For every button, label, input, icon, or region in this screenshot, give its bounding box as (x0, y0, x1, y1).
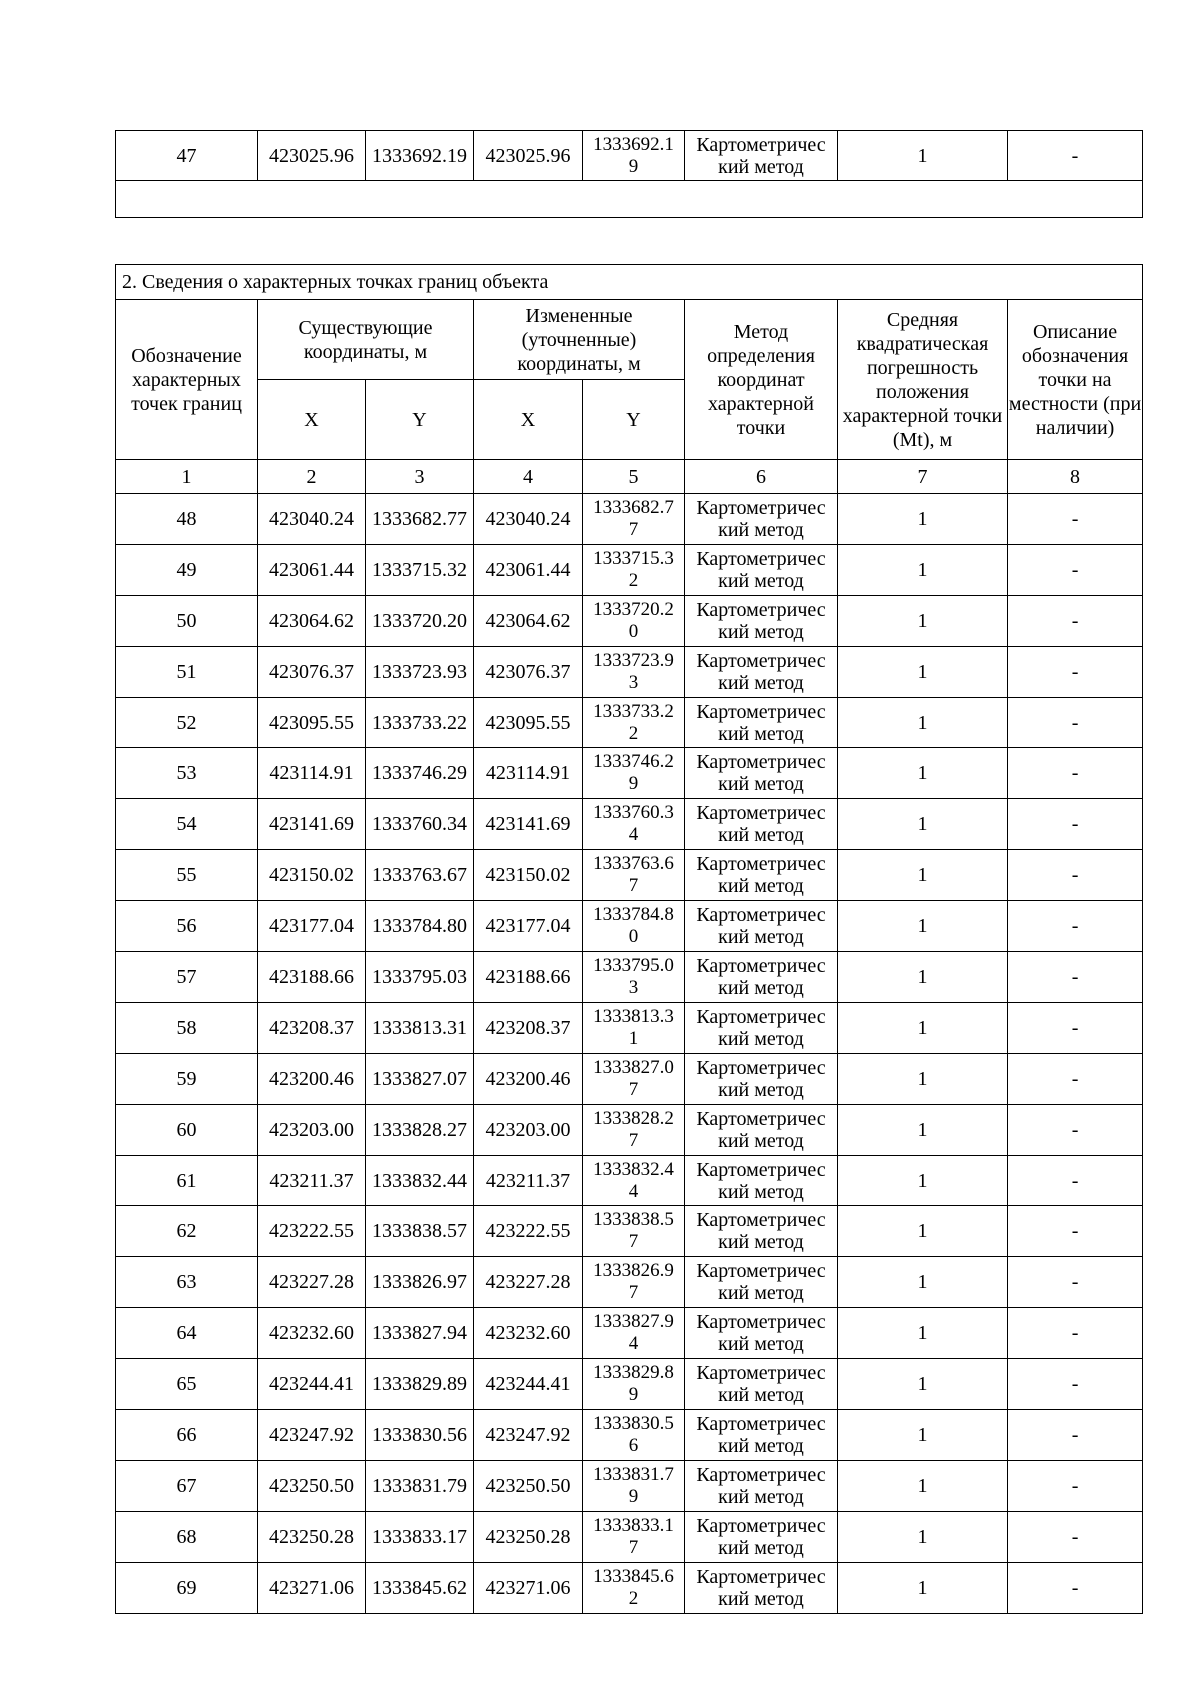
changed-x: 423244.41 (474, 1359, 583, 1410)
changed-y: 1333826.9 7 (583, 1257, 685, 1308)
table-row (116, 1002, 1143, 1053)
error-mt: 1 (838, 1104, 1008, 1155)
description: - (1008, 1359, 1143, 1410)
existing-y: 1333832.44 (366, 1155, 474, 1206)
point-number: 62 (116, 1206, 258, 1257)
table-row (116, 1562, 1143, 1613)
header-changed-y: Y (583, 380, 685, 460)
table-row (116, 131, 1143, 181)
method: Картометричес кий метод (685, 1257, 838, 1308)
method: Картометричес кий метод (685, 1359, 838, 1410)
point-number: 63 (116, 1257, 258, 1308)
description: - (1008, 1410, 1143, 1461)
error-mt: 1 (838, 1359, 1008, 1410)
existing-y: 1333746.29 (366, 748, 474, 799)
changed-y: 1333715.3 2 (583, 544, 685, 595)
changed-x: 423211.37 (474, 1155, 583, 1206)
column-number: 5 (583, 460, 685, 494)
existing-x: 423095.55 (258, 697, 366, 748)
existing-x: 423141.69 (258, 799, 366, 850)
error-mt: 1 (838, 748, 1008, 799)
method: Картометричес кий метод (685, 494, 838, 545)
point-number: 68 (116, 1511, 258, 1562)
changed-y: 1333832.4 4 (583, 1155, 685, 1206)
existing-x: 423040.24 (258, 494, 366, 545)
error-mt: 1 (838, 646, 1008, 697)
table-row (116, 1511, 1143, 1562)
method: Картометричес кий метод (685, 1002, 838, 1053)
table-row (116, 697, 1143, 748)
description: - (1008, 850, 1143, 901)
point-number: 57 (116, 952, 258, 1003)
existing-y: 1333831.79 (366, 1460, 474, 1511)
error-mt: 1 (838, 1053, 1008, 1104)
changed-x: 423064.62 (474, 595, 583, 646)
error-mt: 1 (838, 697, 1008, 748)
table-row (116, 494, 1143, 545)
existing-x: 423250.50 (258, 1460, 366, 1511)
method: Картометричес кий метод (685, 1155, 838, 1206)
table-row (116, 748, 1143, 799)
column-number: 3 (366, 460, 474, 494)
table-row (116, 1359, 1143, 1410)
continued-points-table (115, 130, 1143, 218)
point-number: 65 (116, 1359, 258, 1410)
description: - (1008, 1104, 1143, 1155)
changed-x: 423232.60 (474, 1308, 583, 1359)
table-row (116, 1206, 1143, 1257)
changed-y: 1333723.9 3 (583, 646, 685, 697)
error-mt: 1 (838, 1460, 1008, 1511)
existing-x: 423203.00 (258, 1104, 366, 1155)
point-number: 47 (116, 131, 258, 181)
table-row (116, 1460, 1143, 1511)
method: Картометричес кий метод (685, 952, 838, 1003)
error-mt: 1 (838, 1308, 1008, 1359)
section-title: 2. Сведения о характерных точках границ объекта (116, 265, 1143, 300)
error-mt: 1 (838, 901, 1008, 952)
table-row (116, 1104, 1143, 1155)
changed-y: 1333720.2 0 (583, 595, 685, 646)
existing-y: 1333763.67 (366, 850, 474, 901)
empty-row (116, 181, 1143, 218)
description: - (1008, 131, 1143, 181)
table-row (116, 646, 1143, 697)
existing-x: 423200.46 (258, 1053, 366, 1104)
existing-y: 1333833.17 (366, 1511, 474, 1562)
method: Картометричес кий метод (685, 850, 838, 901)
changed-y: 1333845.6 2 (583, 1562, 685, 1613)
header-error: Средняя квадратическая погрешность положения характерной точки (Mt), м (838, 300, 1008, 460)
header-method: Метод определения координат характерной точки (685, 300, 838, 460)
existing-x: 423061.44 (258, 544, 366, 595)
boundary-points-table (115, 264, 1143, 1614)
error-mt: 1 (838, 1511, 1008, 1562)
point-number: 48 (116, 494, 258, 545)
description: - (1008, 1308, 1143, 1359)
error-mt: 1 (838, 1257, 1008, 1308)
table-row (116, 1257, 1143, 1308)
existing-y: 1333795.03 (366, 952, 474, 1003)
changed-x: 423247.92 (474, 1410, 583, 1461)
changed-x: 423203.00 (474, 1104, 583, 1155)
existing-x: 423222.55 (258, 1206, 366, 1257)
table-row (116, 1155, 1143, 1206)
existing-x: 423177.04 (258, 901, 366, 952)
table-row (116, 544, 1143, 595)
method: Картометричес кий метод (685, 1460, 838, 1511)
table-row (116, 1053, 1143, 1104)
header-description: Описание обозначения точки на местности (при наличии) (1008, 300, 1143, 460)
table-body (116, 494, 1143, 1614)
error-mt: 1 (838, 1002, 1008, 1053)
column-number: 4 (474, 460, 583, 494)
point-number: 67 (116, 1460, 258, 1511)
method: Картометричес кий метод (685, 544, 838, 595)
changed-x: 423177.04 (474, 901, 583, 952)
existing-y: 1333826.97 (366, 1257, 474, 1308)
column-number: 6 (685, 460, 838, 494)
existing-y: 1333692.19 (366, 131, 474, 181)
description: - (1008, 1562, 1143, 1613)
changed-x: 423025.96 (474, 131, 583, 181)
description: - (1008, 646, 1143, 697)
point-number: 50 (116, 595, 258, 646)
point-number: 53 (116, 748, 258, 799)
changed-x: 423095.55 (474, 697, 583, 748)
changed-y: 1333692.1 9 (583, 131, 685, 181)
description: - (1008, 1257, 1143, 1308)
method: Картометричес кий метод (685, 1410, 838, 1461)
description: - (1008, 1155, 1143, 1206)
existing-x: 423227.28 (258, 1257, 366, 1308)
empty-cell (116, 181, 1143, 218)
changed-x: 423141.69 (474, 799, 583, 850)
changed-x: 423227.28 (474, 1257, 583, 1308)
table-row (116, 1410, 1143, 1461)
header-existing-x: X (258, 380, 366, 460)
method: Картометричес кий метод (685, 697, 838, 748)
changed-x: 423271.06 (474, 1562, 583, 1613)
method: Картометричес кий метод (685, 799, 838, 850)
description: - (1008, 901, 1143, 952)
point-number: 49 (116, 544, 258, 595)
existing-y: 1333760.34 (366, 799, 474, 850)
existing-y: 1333845.62 (366, 1562, 474, 1613)
existing-x: 423247.92 (258, 1410, 366, 1461)
header-existing: Существующие координаты, м (258, 300, 474, 380)
error-mt: 1 (838, 952, 1008, 1003)
existing-x: 423250.28 (258, 1511, 366, 1562)
column-number: 1 (116, 460, 258, 494)
changed-y: 1333831.7 9 (583, 1460, 685, 1511)
changed-y: 1333784.8 0 (583, 901, 685, 952)
changed-y: 1333827.9 4 (583, 1308, 685, 1359)
changed-x: 423250.28 (474, 1511, 583, 1562)
existing-y: 1333784.80 (366, 901, 474, 952)
changed-y: 1333682.7 7 (583, 494, 685, 545)
error-mt: 1 (838, 1206, 1008, 1257)
changed-y: 1333830.5 6 (583, 1410, 685, 1461)
changed-y: 1333795.0 3 (583, 952, 685, 1003)
description: - (1008, 1053, 1143, 1104)
changed-x: 423250.50 (474, 1460, 583, 1511)
changed-x: 423200.46 (474, 1053, 583, 1104)
point-number: 56 (116, 901, 258, 952)
description: - (1008, 697, 1143, 748)
error-mt: 1 (838, 1410, 1008, 1461)
table-row (116, 595, 1143, 646)
method: Картометричес кий метод (685, 748, 838, 799)
table-row (116, 1308, 1143, 1359)
column-number: 2 (258, 460, 366, 494)
existing-y: 1333829.89 (366, 1359, 474, 1410)
point-number: 52 (116, 697, 258, 748)
point-number: 58 (116, 1002, 258, 1053)
point-number: 69 (116, 1562, 258, 1613)
changed-y: 1333827.0 7 (583, 1053, 685, 1104)
existing-x: 423211.37 (258, 1155, 366, 1206)
changed-x: 423150.02 (474, 850, 583, 901)
existing-x: 423188.66 (258, 952, 366, 1003)
section-title-row (116, 265, 1143, 300)
changed-x: 423114.91 (474, 748, 583, 799)
changed-y: 1333828.2 7 (583, 1104, 685, 1155)
existing-x: 423114.91 (258, 748, 366, 799)
existing-y: 1333827.94 (366, 1308, 474, 1359)
existing-y: 1333733.22 (366, 697, 474, 748)
header-designation: Обозначение характерных точек границ (116, 300, 258, 460)
error-mt: 1 (838, 1562, 1008, 1613)
changed-x: 423208.37 (474, 1002, 583, 1053)
point-number: 55 (116, 850, 258, 901)
description: - (1008, 494, 1143, 545)
method: Картометричес кий метод (685, 646, 838, 697)
description: - (1008, 748, 1143, 799)
changed-x: 423222.55 (474, 1206, 583, 1257)
description: - (1008, 595, 1143, 646)
table-row (116, 952, 1143, 1003)
changed-x: 423040.24 (474, 494, 583, 545)
method: Картометричес кий метод (685, 1562, 838, 1613)
changed-y: 1333829.8 9 (583, 1359, 685, 1410)
existing-y: 1333723.93 (366, 646, 474, 697)
description: - (1008, 1002, 1143, 1053)
header-changed: Измененные (уточненные) координаты, м (474, 300, 685, 380)
error-mt: 1 (838, 799, 1008, 850)
changed-y: 1333838.5 7 (583, 1206, 685, 1257)
error-mt: 1 (838, 595, 1008, 646)
method: Картометричес кий метод (685, 1308, 838, 1359)
changed-x: 423076.37 (474, 646, 583, 697)
point-number: 64 (116, 1308, 258, 1359)
header-existing-y: Y (366, 380, 474, 460)
header-changed-x: X (474, 380, 583, 460)
method: Картометричес кий метод (685, 1104, 838, 1155)
existing-y: 1333715.32 (366, 544, 474, 595)
description: - (1008, 1511, 1143, 1562)
point-number: 66 (116, 1410, 258, 1461)
table-row (116, 850, 1143, 901)
table-row (116, 799, 1143, 850)
description: - (1008, 799, 1143, 850)
changed-y: 1333746.2 9 (583, 748, 685, 799)
changed-y: 1333833.1 7 (583, 1511, 685, 1562)
existing-x: 423076.37 (258, 646, 366, 697)
method: Картометричес кий метод (685, 901, 838, 952)
column-number: 7 (838, 460, 1008, 494)
error-mt: 1 (838, 494, 1008, 545)
existing-y: 1333828.27 (366, 1104, 474, 1155)
changed-y: 1333813.3 1 (583, 1002, 685, 1053)
error-mt: 1 (838, 544, 1008, 595)
error-mt: 1 (838, 1155, 1008, 1206)
method: Картометричес кий метод (685, 1206, 838, 1257)
column-number: 8 (1008, 460, 1143, 494)
description: - (1008, 544, 1143, 595)
point-number: 60 (116, 1104, 258, 1155)
existing-x: 423232.60 (258, 1308, 366, 1359)
changed-y: 1333763.6 7 (583, 850, 685, 901)
existing-x: 423025.96 (258, 131, 366, 181)
point-number: 51 (116, 646, 258, 697)
existing-x: 423064.62 (258, 595, 366, 646)
description: - (1008, 1460, 1143, 1511)
point-number: 54 (116, 799, 258, 850)
existing-x: 423208.37 (258, 1002, 366, 1053)
existing-x: 423271.06 (258, 1562, 366, 1613)
header-row (116, 300, 1143, 380)
existing-x: 423244.41 (258, 1359, 366, 1410)
description: - (1008, 1206, 1143, 1257)
table-row (116, 901, 1143, 952)
changed-y: 1333733.2 2 (583, 697, 685, 748)
changed-y: 1333760.3 4 (583, 799, 685, 850)
existing-x: 423150.02 (258, 850, 366, 901)
error-mt: 1 (838, 850, 1008, 901)
error-mt: 1 (838, 131, 1008, 181)
point-number: 61 (116, 1155, 258, 1206)
existing-y: 1333827.07 (366, 1053, 474, 1104)
method: Картометричес кий метод (685, 1511, 838, 1562)
method: Картометричес кий метод (685, 595, 838, 646)
method: Картометричес кий метод (685, 131, 838, 181)
existing-y: 1333720.20 (366, 595, 474, 646)
method: Картометричес кий метод (685, 1053, 838, 1104)
existing-y: 1333813.31 (366, 1002, 474, 1053)
existing-y: 1333830.56 (366, 1410, 474, 1461)
description: - (1008, 952, 1143, 1003)
changed-x: 423188.66 (474, 952, 583, 1003)
column-number-row (116, 460, 1143, 494)
point-number: 59 (116, 1053, 258, 1104)
existing-y: 1333838.57 (366, 1206, 474, 1257)
changed-x: 423061.44 (474, 544, 583, 595)
existing-y: 1333682.77 (366, 494, 474, 545)
